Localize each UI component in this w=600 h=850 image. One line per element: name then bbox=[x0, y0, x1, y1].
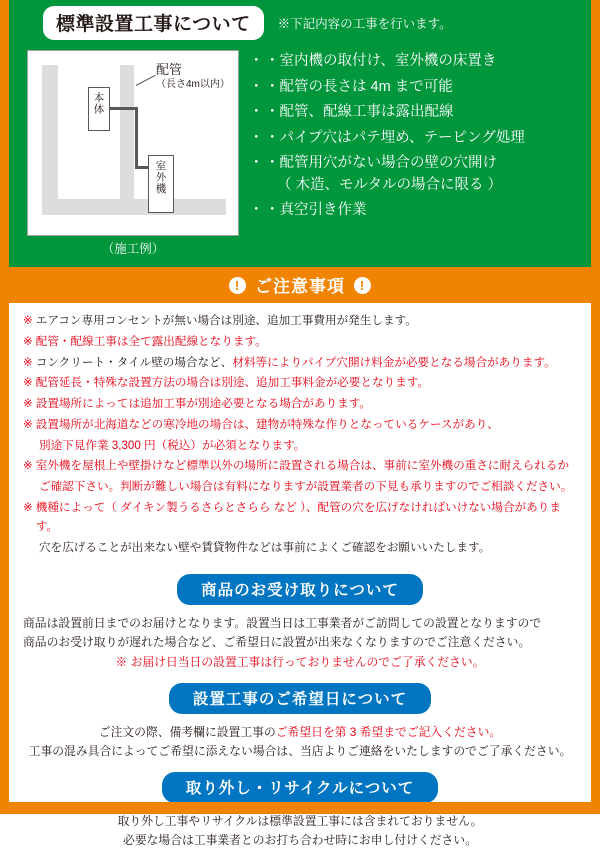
caution-text-emphasis: ご確認下さい。判断が難しい場合は有料になりますが設置業者の下見も承りますのでご相談ください。 bbox=[39, 480, 573, 494]
diagram-outdoor-unit bbox=[148, 155, 174, 213]
section-text: 商品は設置前日までのお届けとなります。設置当日は工事業者がご訪問しての設置となりますので bbox=[23, 616, 542, 631]
caution-text-emphasis: 設置場所によっては追加工事が別途必要となる場合があります。 bbox=[35, 397, 372, 411]
section-text: 取り外し工事やリサイクルは標準設置工事には含まれておりません。 bbox=[117, 813, 483, 828]
caution-text-emphasis: 配管・配線工事は全て露出配線となります。 bbox=[35, 334, 267, 348]
diagram-indoor-unit-label: 本体 bbox=[92, 92, 105, 115]
feature-list bbox=[239, 48, 591, 227]
caution-item bbox=[23, 395, 577, 414]
caution-text: コンクリート・タイル壁の場合など、 bbox=[35, 355, 233, 369]
section-text: 商品のお受け取りが遅れた場合など、ご希望日に設置が出来なくなりますのでご注意ください。 bbox=[23, 635, 531, 650]
page-title: 標準設置工事について bbox=[43, 6, 264, 40]
caution-item bbox=[23, 354, 577, 373]
section-text: 必要な場合は工事業者とのお打ち合わせ時にお申し付けください。 bbox=[123, 833, 477, 848]
feature-section bbox=[9, 48, 591, 267]
section-body bbox=[9, 605, 591, 671]
caution-text-emphasis: 設置場所が北海道などの寒冷地の場合は、建物が特殊な作りとなっているケースがあり、 bbox=[35, 417, 499, 431]
section-line bbox=[23, 653, 577, 672]
section-line bbox=[23, 831, 577, 850]
section-title: 設置工事のご希望日について bbox=[169, 683, 431, 714]
caution-item-text bbox=[39, 437, 577, 456]
caution-item-text bbox=[36, 333, 577, 352]
section-line bbox=[23, 614, 577, 633]
caution-bullet-mark: ※ bbox=[23, 314, 33, 327]
caution-item-text bbox=[39, 478, 577, 497]
diagram-pipe-label bbox=[156, 63, 230, 91]
caution-bullet-mark: ※ bbox=[23, 397, 33, 411]
diagram-pipe-label-main: 配管 bbox=[156, 62, 183, 77]
caution-header bbox=[9, 267, 591, 303]
installation-diagram bbox=[27, 50, 239, 236]
section-line bbox=[23, 723, 577, 742]
caution-text-emphasis: 室外機を屋根上や壁掛けなど標準以外の場所に設置される場合は、事前に室外機の重さに耐えられるか bbox=[35, 459, 570, 473]
caution-text: 穴を広げることが出来ない壁や賃貸物件などは事前によくご確認をお願いいたします。 bbox=[39, 540, 491, 554]
section-text: ご注文の際、備考欄に設置工事の bbox=[98, 724, 276, 739]
caution-item-text bbox=[36, 416, 577, 435]
caution-item-text bbox=[36, 457, 577, 476]
caution-item bbox=[23, 374, 577, 393]
caution-item bbox=[23, 333, 577, 352]
diagram-outdoor-unit-label: 室外機 bbox=[154, 160, 167, 195]
diagram-pipe-label-sub: （長さ4m以内） bbox=[156, 78, 230, 90]
caution-item-text bbox=[36, 395, 577, 414]
section-text-emphasis: ※ お届け日当日の設置工事は行っておりませんのでご了承ください。 bbox=[115, 654, 485, 669]
section-text: 工事の混み具合によってご希望に添えない場合は、当店よりご連絡をいたしますのでご了承ください。 bbox=[28, 743, 572, 758]
feature-item: ・ ・配管用穴がない場合の壁の穴開け bbox=[251, 154, 585, 173]
caution-text: エアコン専用コンセントが無い場合は別途、追加工事費用が発生します。 bbox=[35, 314, 417, 327]
diagram-caption: （施工例） bbox=[101, 242, 165, 256]
page-title-note: ※下記内容の工事を行います。 bbox=[277, 17, 452, 31]
section-line bbox=[23, 812, 577, 831]
caution-item-continuation bbox=[23, 478, 577, 497]
diagram-leader-line bbox=[136, 75, 156, 86]
diagram-pipe-vertical bbox=[135, 107, 138, 169]
section-line bbox=[23, 742, 577, 761]
installation-diagram-wrap bbox=[27, 50, 239, 257]
caution-bullet-mark: ※ bbox=[23, 501, 33, 515]
caution-item-continuation bbox=[23, 539, 577, 558]
section-title: 取り外し・リサイクルについて bbox=[162, 772, 439, 803]
feature-item: ・ ・室内機の取付け、室外機の床置き bbox=[251, 52, 585, 71]
section-line bbox=[23, 633, 577, 652]
diagram-pipe-horizontal bbox=[110, 107, 138, 110]
section-text-emphasis: ご希望日を第 3 希望までご記入ください。 bbox=[275, 724, 502, 739]
caution-item bbox=[23, 499, 577, 537]
caution-item bbox=[23, 312, 577, 331]
caution-header-label: ご注意事項 bbox=[255, 277, 345, 296]
diagram-indoor-unit bbox=[88, 87, 110, 131]
feature-item: ・ ・パイプ穴はパテ埋め、テーピング処理 bbox=[251, 129, 585, 148]
caution-item-text bbox=[36, 354, 577, 373]
section bbox=[9, 683, 591, 761]
diagram-wall-left bbox=[42, 65, 58, 215]
caution-bullet-mark: ※ bbox=[23, 334, 33, 348]
caution-bullet-mark: ※ bbox=[23, 355, 33, 369]
diagram-floor bbox=[42, 199, 226, 215]
caution-bullet-mark: ※ bbox=[23, 417, 33, 431]
caution-text-emphasis: 材料等によりパイプ穴開け料金が必要となる場合があります。 bbox=[232, 355, 556, 369]
caution-bullet-mark: ※ bbox=[23, 376, 33, 390]
feature-item-sub: （ 木造、モルタルの場合に限る ） bbox=[277, 176, 502, 193]
caution-item-text bbox=[36, 312, 577, 331]
caution-list bbox=[9, 303, 591, 563]
section bbox=[9, 574, 591, 671]
caution-text-emphasis: 配管延長・特殊な設置方法の場合は別途、追加工事料金が必要となります。 bbox=[35, 376, 429, 390]
caution-bullet-mark: ※ bbox=[23, 459, 33, 473]
header-band bbox=[9, 0, 591, 48]
feature-item: ・ ・配管、配線工事は露出配線 bbox=[251, 103, 585, 122]
exclamation-icon: ! bbox=[229, 277, 246, 294]
bottom-orange-bar bbox=[9, 802, 600, 814]
diagram-wall-center bbox=[120, 65, 134, 199]
caution-text-emphasis: 機種によって（ ダイキン製うるさらとさらら など ）、配管の穴を広げなければいけない場合があります。 bbox=[35, 501, 561, 533]
caution-item bbox=[23, 416, 577, 435]
section-body bbox=[9, 714, 591, 761]
caution-item-continuation bbox=[23, 437, 577, 456]
feature-item: ・ ・配管の長さは 4m まで可能 bbox=[251, 78, 585, 97]
feature-item: ・ ・真空引き作業 bbox=[251, 201, 585, 220]
caution-item-text bbox=[39, 539, 577, 558]
caution-text-emphasis: 別途下見作業 3,300 円（税込）が必須となります。 bbox=[39, 438, 306, 452]
caution-item-text bbox=[36, 499, 577, 537]
caution-item bbox=[23, 457, 577, 476]
exclamation-icon: ! bbox=[354, 277, 371, 294]
section-title: 商品のお受け取りについて bbox=[177, 574, 423, 605]
caution-item-text bbox=[36, 374, 577, 393]
